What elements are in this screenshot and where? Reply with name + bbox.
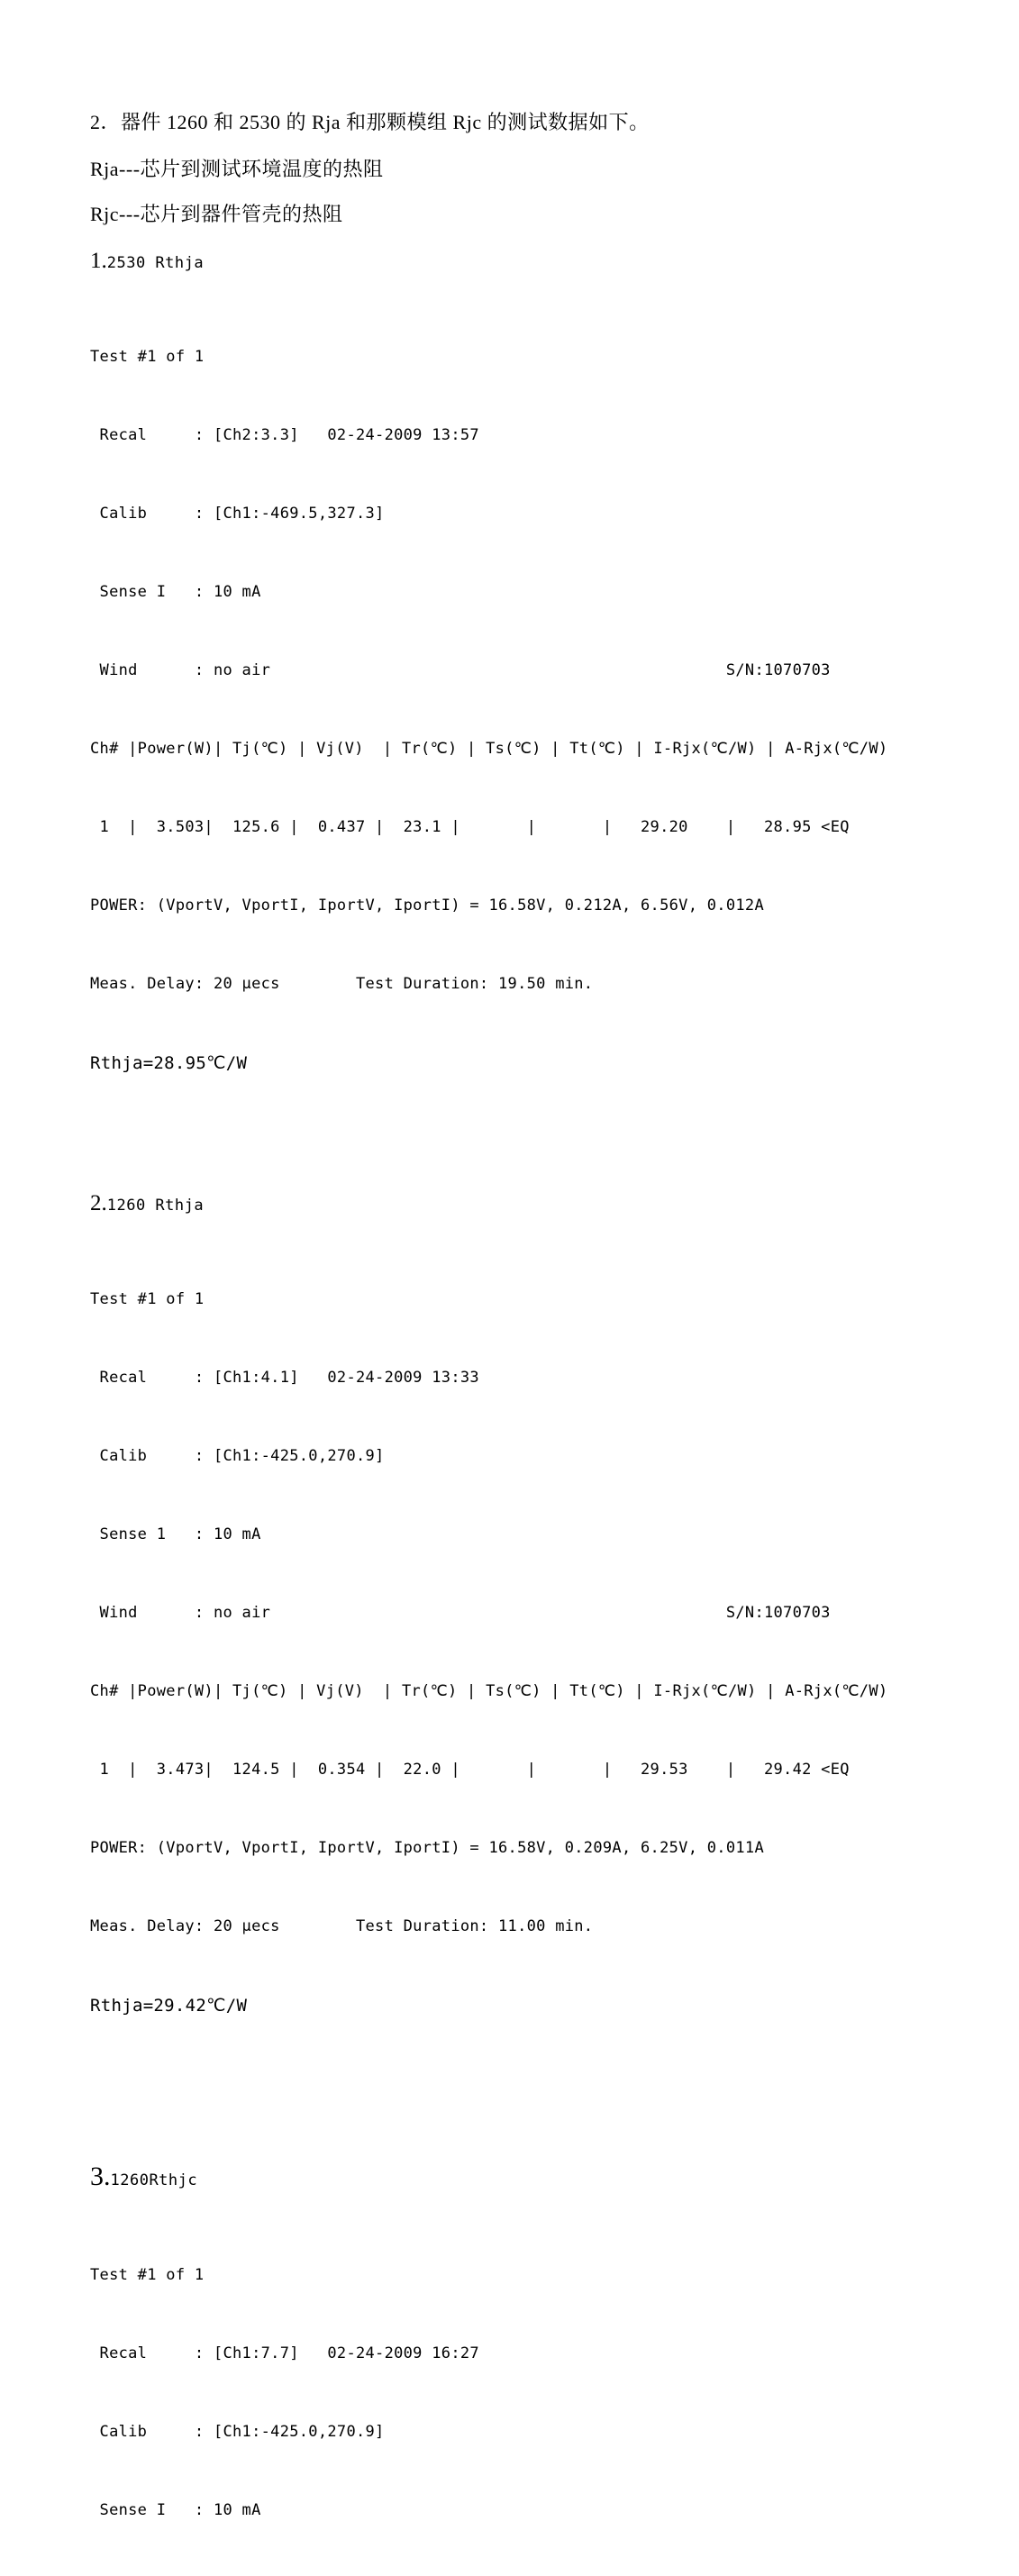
section-label-2: 1260 Rthja <box>106 1197 205 1215</box>
test-table-row: 1 | 3.503| 125.6 | 0.437 | 23.1 | | | 29.20 | 28.95 <EQ <box>90 818 850 836</box>
test-line: POWER: (VportV, VportI, IportV, IportI) = 16.58V, 0.209A, 6.25V, 0.011A <box>90 1839 764 1857</box>
spacer <box>90 1077 928 1192</box>
test-line: Wind : no air S/N:1070703 <box>90 1604 831 1622</box>
test-block-1 <box>90 292 928 1050</box>
test-table-row: 1 | 3.473| 124.5 | 0.354 | 22.0 | | | 29.53 | 29.42 <EQ <box>90 1761 850 1779</box>
test-table-header: Ch# |Power(W)| Tj(℃) | Vj(V) | Tr(℃) | Ts(℃) | Tt(℃) | I-Rjx(℃/W) | A-Rjx(℃/W) <box>90 740 888 758</box>
intro-line-3: Rjc---芯片到器件管壳的热阻 <box>90 203 343 225</box>
test-line: Sense 1 : 10 mA <box>90 1525 261 1543</box>
test-block-2 <box>90 1234 928 1992</box>
document-content <box>90 113 928 2576</box>
test-line: Calib : [Ch1:-425.0,270.9] <box>90 2423 385 2441</box>
section-label-3: 1260Rthjc <box>110 2171 198 2189</box>
test-table-header: Ch# |Power(W)| Tj(℃) | Vj(V) | Tr(℃) | Ts(℃) | Tt(℃) | I-Rjx(℃/W) | A-Rjx(℃/W) <box>90 1682 888 1700</box>
section-number-3: 3. <box>90 2162 111 2191</box>
section-label-1: 2530 Rthja <box>106 254 205 272</box>
test-line: Recal : [Ch1:4.1] 02-24-2009 13:33 <box>90 1369 479 1387</box>
result-2: Rthja=29.42℃/W <box>90 1996 248 2016</box>
test-line: Recal : [Ch2:3.3] 02-24-2009 13:57 <box>90 426 479 444</box>
intro-line-2: Rja---芯片到测试环境温度的热阻 <box>90 158 384 180</box>
spacer <box>90 2019 928 2163</box>
test-line: Wind : no air S/N:1070703 <box>90 661 831 679</box>
section-heading-1 <box>90 250 928 272</box>
test-line: Sense I : 10 mA <box>90 583 261 601</box>
test-line: Sense I : 10 mA <box>90 2501 261 2519</box>
intro-line-1: 2．器件 1260 和 2530 的 Rja 和那颗模组 Rjc 的测试数据如下。 <box>90 111 650 133</box>
section-number-2: 2. <box>90 1191 107 1215</box>
test-line: Meas. Delay: 20 μecs Test Duration: 19.50 min. <box>90 975 594 993</box>
test-line: Calib : [Ch1:-425.0,270.9] <box>90 1447 385 1465</box>
test-line: Meas. Delay: 20 μecs Test Duration: 11.00 min. <box>90 1917 594 1935</box>
test-line: Test #1 of 1 <box>90 2266 205 2284</box>
section-heading-3 <box>90 2163 928 2190</box>
test-line: Test #1 of 1 <box>90 348 205 366</box>
result-1: Rthja=28.95℃/W <box>90 1053 248 1073</box>
test-line: Test #1 of 1 <box>90 1290 205 1308</box>
section-number-1: 1. <box>90 249 107 273</box>
test-line: Calib : [Ch1:-469.5,327.3] <box>90 505 385 523</box>
test-line: Recal : [Ch1:7.7] 02-24-2009 16:27 <box>90 2344 479 2362</box>
test-line: POWER: (VportV, VportI, IportV, IportI) = 16.58V, 0.212A, 6.56V, 0.012A <box>90 897 764 915</box>
section-heading-2 <box>90 1192 928 1215</box>
test-block-3 <box>90 2210 928 2576</box>
